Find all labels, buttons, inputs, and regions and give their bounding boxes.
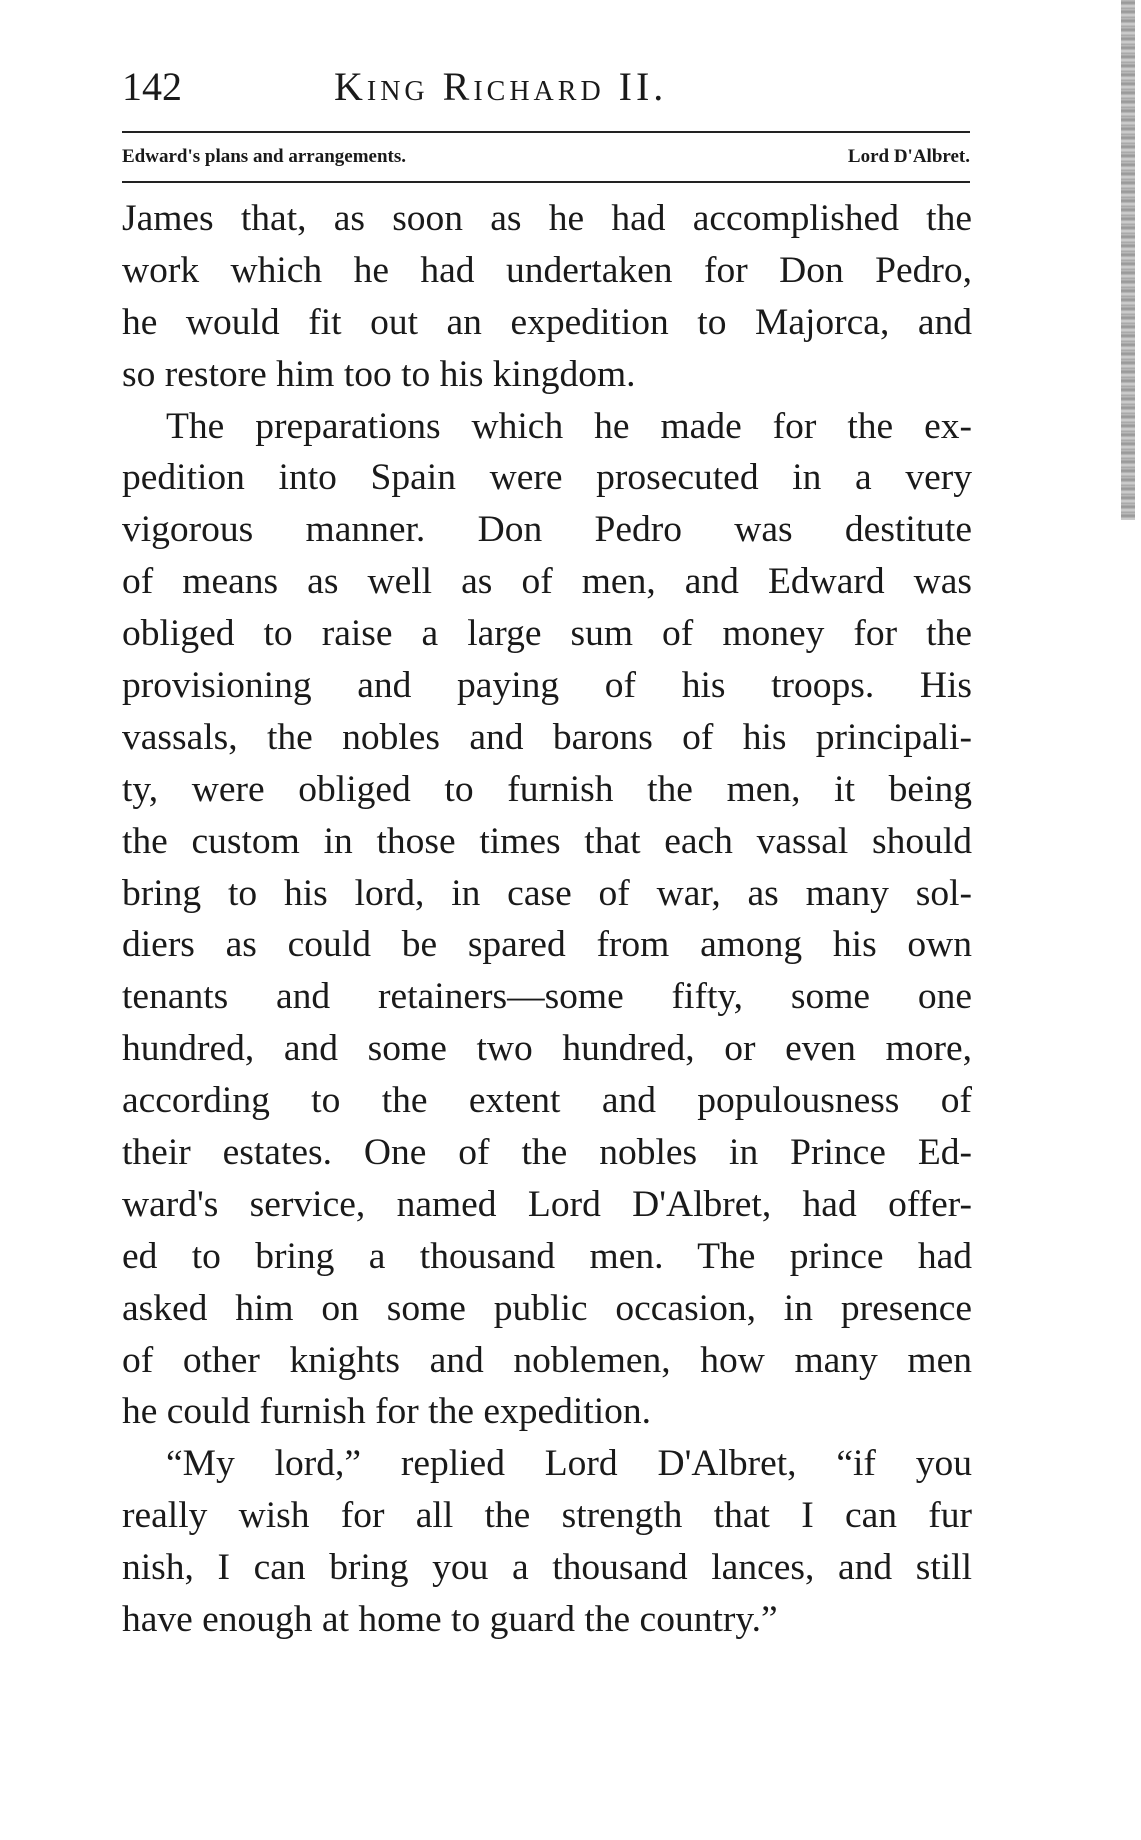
text-line: asked him on some public occasion, in presence: [122, 1287, 972, 1329]
text-line: he could furnish for the expedition.: [122, 1391, 652, 1433]
text-line: ty, were obliged to furnish the men, it being: [122, 768, 972, 810]
text-line: hundred, and some two hundred, or even more,: [122, 1028, 972, 1070]
text-line: have enough at home to guard the country.”: [122, 1599, 778, 1641]
text-line: bring to his lord, in case of war, as many sol-: [122, 872, 972, 914]
text-line: of other knights and noblemen, how many men: [122, 1339, 972, 1381]
text-line: The preparations which he made for the ex-: [166, 405, 972, 447]
marginal-note-left: Edward's plans and arrangements.: [122, 146, 406, 167]
header-rule-bottom: [122, 181, 970, 183]
binding-edge-shadow: [1121, 0, 1135, 520]
text-line: ward's service, named Lord D'Albret, had offer-: [122, 1183, 972, 1225]
running-head: [122, 62, 970, 122]
text-line: diers as could be spared from among his own: [122, 924, 972, 966]
text-line: pedition into Spain were prosecuted in a very: [122, 457, 972, 499]
text-line: according to the extent and populousness of: [122, 1080, 972, 1122]
text-line: he would fit out an expedition to Majorca, and: [122, 301, 972, 343]
text-line: tenants and retainers—some fifty, some one: [122, 976, 972, 1018]
text-line: vigorous manner. Don Pedro was destitute: [122, 509, 972, 551]
body-text: [122, 193, 972, 1646]
text-line: of means as well as of men, and Edward was: [122, 561, 972, 603]
text-line: work which he had undertaken for Don Pedro,: [122, 249, 972, 291]
book-title: King Richard II.: [334, 64, 668, 109]
text-line: so restore him too to his kingdom.: [122, 353, 636, 395]
text-line: provisioning and paying of his troops. His: [122, 665, 972, 707]
text-line: obliged to raise a large sum of money for the: [122, 613, 972, 655]
marginal-note-right: Lord D'Albret.: [847, 146, 970, 167]
text-line: ed to bring a thousand men. The prince had: [122, 1235, 972, 1277]
text-line: the custom in those times that each vassal should: [122, 820, 972, 862]
text-line: “My lord,” replied Lord D'Albret, “if you: [166, 1443, 972, 1485]
text-line: vassals, the nobles and barons of his principali-: [122, 716, 972, 758]
text-line: James that, as soon as he had accomplished the: [122, 198, 972, 239]
page-number: 142: [122, 64, 182, 109]
text-line: nish, I can bring you a thousand lances, and still: [122, 1547, 972, 1589]
text-line: their estates. One of the nobles in Prince Ed-: [122, 1132, 972, 1174]
text-line: really wish for all the strength that I can fur: [122, 1495, 972, 1537]
header-rule-top: [122, 131, 970, 133]
